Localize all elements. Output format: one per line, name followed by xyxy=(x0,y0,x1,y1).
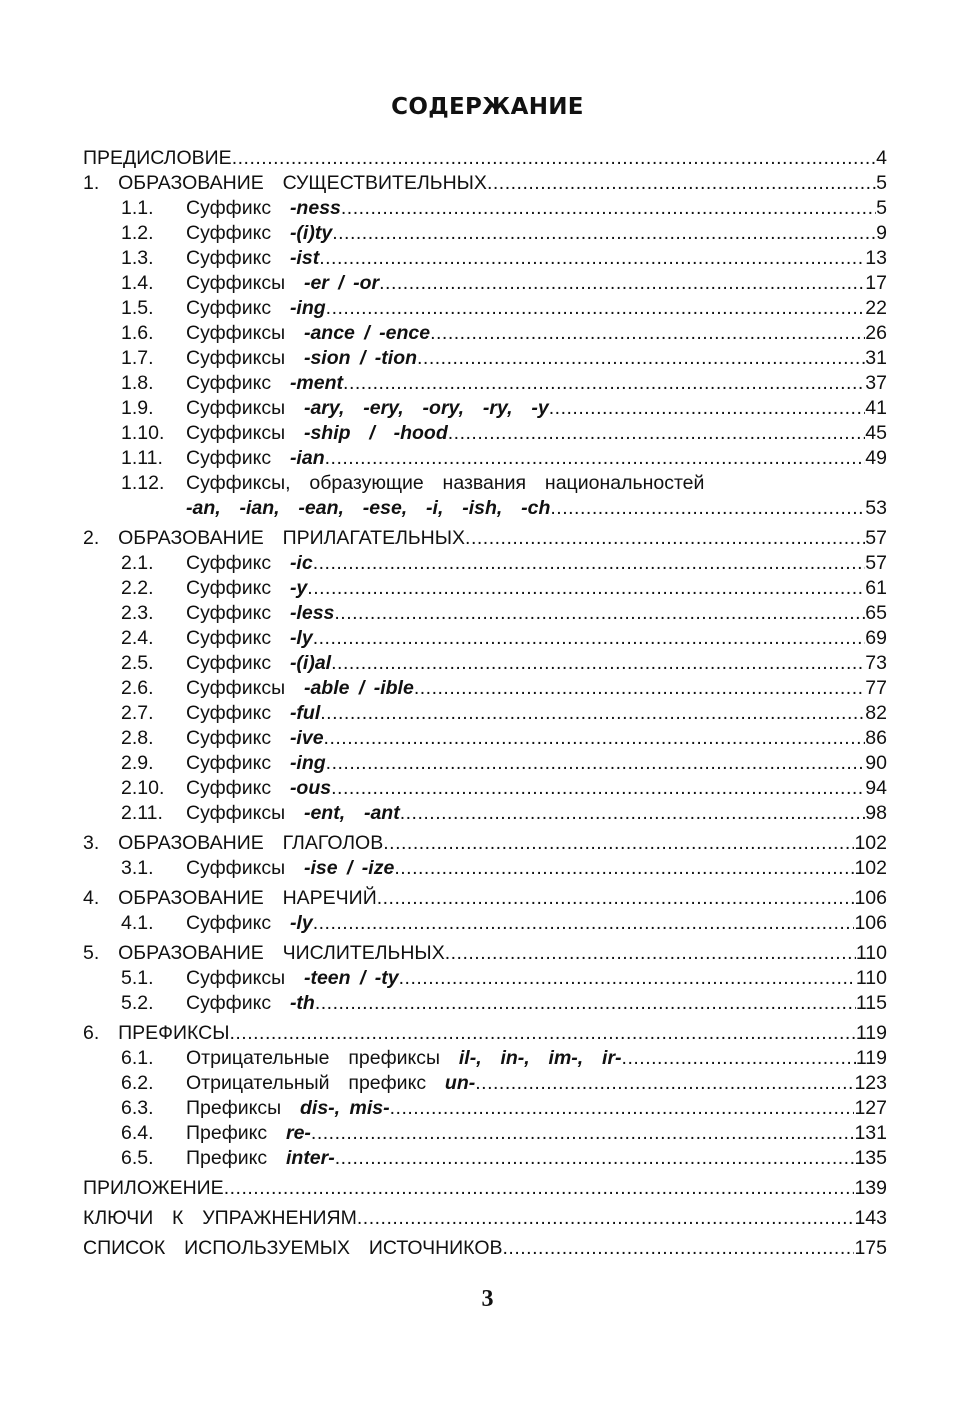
toc-entry-text: Суффикс xyxy=(186,247,290,269)
dot-leader xyxy=(334,601,865,626)
toc-section-entry[interactable] xyxy=(83,1046,887,1071)
dot-leader xyxy=(229,1021,855,1046)
toc-entry-suffix: -ance / -ence xyxy=(303,322,431,344)
toc-entry-suffix: -less xyxy=(289,602,335,624)
toc-entry-suffix: -ing xyxy=(289,752,326,774)
dot-leader xyxy=(307,576,865,601)
dot-leader xyxy=(313,911,855,936)
toc-entry-text: Отрицательные префиксы xyxy=(186,1047,459,1069)
toc-entry-number: 2.9. xyxy=(121,752,154,774)
toc-entry-text: Суффикс xyxy=(186,627,290,649)
toc-entry-page: 115 xyxy=(855,992,887,1014)
dot-leader xyxy=(549,396,866,421)
toc-section-entry[interactable] xyxy=(83,1121,887,1146)
toc-entry-suffix: inter- xyxy=(285,1147,335,1169)
dot-leader xyxy=(377,886,855,911)
toc-entry-suffix: -ive xyxy=(289,727,324,749)
dot-leader xyxy=(224,1176,855,1201)
toc-section-entry[interactable] xyxy=(83,221,887,246)
toc-entry-number: 6.1. xyxy=(121,1047,154,1069)
toc-entry-number: 6.4. xyxy=(121,1122,154,1144)
toc-entry-number: 1.6. xyxy=(121,322,154,344)
toc-section-entry[interactable] xyxy=(83,751,887,776)
dot-leader xyxy=(331,651,865,676)
toc-entry-page: 57 xyxy=(865,527,887,549)
toc-entry-page: 98 xyxy=(865,802,887,824)
toc-section-entry[interactable] xyxy=(83,726,887,751)
toc-section-entry[interactable] xyxy=(83,991,887,1016)
dot-leader xyxy=(399,966,856,991)
toc-entry-suffix: -(i)al xyxy=(289,652,332,674)
toc-entry-suffix: -an, -ian, -ean, -ese, -i, -ish, -ch xyxy=(186,497,551,519)
toc-section-entry[interactable] xyxy=(83,421,887,446)
dot-leader xyxy=(332,221,876,246)
toc-entry-number: 1.10. xyxy=(121,422,165,444)
toc-entry-number: 2.6. xyxy=(121,677,154,699)
toc-entry-text: Суффикс xyxy=(186,652,290,674)
table-of-contents xyxy=(83,146,887,1261)
toc-entry-text: Отрицательный префикс xyxy=(186,1072,445,1094)
toc-section-entry[interactable] xyxy=(83,396,887,421)
toc-section-entry[interactable] xyxy=(83,651,887,676)
dot-leader xyxy=(400,801,866,826)
toc-entry-number: 2.8. xyxy=(121,727,154,749)
toc-entry-page: 102 xyxy=(854,857,887,879)
toc-entry-suffix: -ship / -hood xyxy=(303,422,448,444)
toc-entry-suffix: -ic xyxy=(289,552,313,574)
toc-entry-page: 102 xyxy=(854,832,887,854)
dot-leader xyxy=(465,526,865,551)
toc-entry-page: 53 xyxy=(865,497,887,519)
toc-section-entry[interactable] xyxy=(83,271,887,296)
toc-entry-page: 127 xyxy=(854,1097,887,1119)
toc-entry-text: Суффикс xyxy=(186,992,290,1014)
toc-entry-suffix: -ly xyxy=(289,912,313,934)
toc-entry-suffix: -teen / -ty xyxy=(303,967,399,989)
toc-section-entry[interactable] xyxy=(83,1071,887,1096)
toc-section-entry[interactable] xyxy=(83,1146,887,1171)
toc-section-entry[interactable] xyxy=(83,496,887,521)
toc-entry-text: Суффиксы xyxy=(186,322,304,344)
toc-entry-page: 77 xyxy=(865,677,887,699)
toc-section-entry[interactable] xyxy=(83,371,887,396)
dot-leader xyxy=(324,726,866,751)
toc-entry-text: Суффикс xyxy=(186,912,290,934)
toc-entry-text: Суффиксы xyxy=(186,422,304,444)
toc-entry-text: 2. ОБРАЗОВАНИЕ ПРИЛАГАТЕЛЬНЫХ xyxy=(83,527,466,549)
toc-entry-page: 45 xyxy=(865,422,887,444)
toc-chapter-entry[interactable] xyxy=(83,146,887,171)
toc-entry-page: 49 xyxy=(865,447,887,469)
toc-entry-number: 5.2. xyxy=(121,992,154,1014)
toc-entry-text: СПИСОК ИСПОЛЬЗУЕМЫХ ИСТОЧНИКОВ xyxy=(83,1237,503,1259)
dot-leader xyxy=(232,146,876,171)
toc-entry-page: 5 xyxy=(876,197,887,219)
toc-entry-page: 119 xyxy=(855,1022,887,1044)
toc-section-entry[interactable] xyxy=(83,966,887,991)
dot-leader xyxy=(357,1206,855,1231)
toc-section-entry[interactable] xyxy=(83,576,887,601)
dot-leader xyxy=(487,171,876,196)
toc-entry-page: 131 xyxy=(854,1122,887,1144)
dot-leader xyxy=(341,196,876,221)
toc-entry-text: Префикс xyxy=(186,1147,286,1169)
toc-entry-page: 73 xyxy=(865,652,887,674)
toc-entry-page: 69 xyxy=(865,627,887,649)
toc-entry-number: 2.1. xyxy=(121,552,154,574)
toc-section-entry[interactable] xyxy=(83,246,887,271)
toc-entry-text: Суффиксы xyxy=(186,677,304,699)
toc-entry-text: Суффикс xyxy=(186,577,290,599)
toc-entry-page: 106 xyxy=(854,887,887,909)
toc-entry-text: Суффикс xyxy=(186,197,290,219)
toc-entry-page: 110 xyxy=(855,942,887,964)
toc-entry-text: Префикс xyxy=(186,1122,286,1144)
toc-chapter-entry[interactable] xyxy=(83,1021,887,1046)
toc-entry-suffix: -sion / -tion xyxy=(303,347,418,369)
toc-entry-suffix: -ist xyxy=(289,247,320,269)
toc-entry-number: 2.3. xyxy=(121,602,154,624)
toc-section-entry[interactable] xyxy=(83,856,887,881)
toc-entry-suffix: -ing xyxy=(289,297,326,319)
toc-entry-number: 5.1. xyxy=(121,967,154,989)
toc-entry-number: 2.11. xyxy=(121,802,163,824)
toc-entry-suffix: -ise / -ize xyxy=(303,857,395,879)
toc-section-entry[interactable] xyxy=(83,626,887,651)
toc-section-entry[interactable] xyxy=(83,776,887,801)
toc-entry-suffix: -er / -or xyxy=(303,272,380,294)
dot-leader xyxy=(320,701,865,726)
toc-entry-number: 2.7. xyxy=(121,702,154,724)
toc-entry-text: 3. ОБРАЗОВАНИЕ ГЛАГОЛОВ xyxy=(83,832,384,854)
toc-entry-text: Суффиксы xyxy=(186,272,304,294)
dot-leader xyxy=(417,346,865,371)
toc-chapter-entry[interactable] xyxy=(83,886,887,911)
toc-entry-text: 1. ОБРАЗОВАНИЕ СУЩЕСТВИТЕЛЬНЫХ xyxy=(83,172,487,194)
toc-entry-page: 123 xyxy=(854,1072,887,1094)
toc-entry-suffix: -ous xyxy=(289,777,332,799)
toc-entry-page: 5 xyxy=(876,172,887,194)
toc-chapter-entry[interactable] xyxy=(83,1176,887,1201)
toc-entry-page: 106 xyxy=(854,912,887,934)
toc-entry-page: 17 xyxy=(865,272,887,294)
toc-entry-number: 1.11. xyxy=(121,447,163,469)
toc-entry-text: КЛЮЧИ К УПРАЖНЕНИЯМ xyxy=(83,1207,357,1229)
toc-section-entry[interactable] xyxy=(83,446,887,471)
dot-leader xyxy=(445,941,856,966)
toc-section-entry[interactable] xyxy=(83,1096,887,1121)
toc-entry-suffix: dis-, mis- xyxy=(300,1097,390,1119)
toc-entry-page: 143 xyxy=(854,1207,887,1229)
toc-entry-page: 86 xyxy=(865,727,887,749)
toc-entry-text: Суффиксы xyxy=(186,397,304,419)
dot-leader xyxy=(335,1146,855,1171)
toc-entry-suffix: il-, in-, im-, ir- xyxy=(458,1047,622,1069)
toc-entry-text: Суффикс xyxy=(186,222,290,244)
toc-entry-text: Суффиксы xyxy=(186,347,304,369)
toc-entry-number: 1.9. xyxy=(121,397,154,419)
toc-entry-page: 139 xyxy=(854,1177,887,1199)
toc-entry-number: 2.4. xyxy=(121,627,154,649)
toc-entry-suffix: re- xyxy=(285,1122,311,1144)
toc-entry-text: 4. ОБРАЗОВАНИЕ НАРЕЧИЙ xyxy=(83,887,377,909)
toc-entry-text: 5. ОБРАЗОВАНИЕ ЧИСЛИТЕЛЬНЫХ xyxy=(83,942,445,964)
dot-leader xyxy=(326,296,866,321)
toc-entry-number: 1.2. xyxy=(121,222,154,244)
toc-entry-text: Суффикс xyxy=(186,602,290,624)
toc-entry-number: 1.1. xyxy=(121,197,154,219)
toc-entry-page: 110 xyxy=(855,967,887,989)
toc-entry-page: 57 xyxy=(865,552,887,574)
toc-entry-page: 90 xyxy=(865,752,887,774)
toc-entry-number: 6.2. xyxy=(121,1072,154,1094)
toc-entry-suffix: -th xyxy=(289,992,315,1014)
toc-section-entry[interactable] xyxy=(83,911,887,936)
toc-entry-page: 4 xyxy=(876,147,887,169)
toc-entry-text: Суффикс xyxy=(186,752,290,774)
toc-entry-suffix: -ian xyxy=(289,447,325,469)
dot-leader xyxy=(503,1236,855,1261)
toc-section-entry[interactable] xyxy=(83,346,887,371)
dot-leader xyxy=(414,676,865,701)
toc-entry-text: Префиксы xyxy=(186,1097,300,1119)
toc-entry-page: 65 xyxy=(865,602,887,624)
toc-entry-suffix: -ment xyxy=(289,372,344,394)
toc-chapter-entry[interactable] xyxy=(83,526,887,551)
toc-entry-number: 6.3. xyxy=(121,1097,154,1119)
dot-leader xyxy=(622,1046,856,1071)
toc-section-entry[interactable] xyxy=(83,701,887,726)
toc-entry-text: Суффикс xyxy=(186,552,290,574)
toc-entry-number: 1.12. xyxy=(121,472,165,494)
dot-leader xyxy=(343,371,865,396)
dot-leader xyxy=(550,496,865,521)
toc-entry-number: 2.2. xyxy=(121,577,154,599)
toc-entry-number: 4.1. xyxy=(121,912,154,934)
toc-entry-text: Суффикс xyxy=(186,372,290,394)
dot-leader xyxy=(313,626,866,651)
toc-entry-text: Суффикс xyxy=(186,727,290,749)
dot-leader xyxy=(390,1096,855,1121)
toc-entry-number: 1.8. xyxy=(121,372,154,394)
toc-chapter-entry[interactable] xyxy=(83,1206,887,1231)
dot-leader xyxy=(311,1121,855,1146)
toc-entry-suffix: -ly xyxy=(289,627,313,649)
toc-entry-number: 6.5. xyxy=(121,1147,154,1169)
toc-entry-page: 135 xyxy=(854,1147,887,1169)
toc-section-entry[interactable] xyxy=(83,471,887,496)
toc-entry-number: 1.4. xyxy=(121,272,154,294)
toc-entry-suffix: -ness xyxy=(289,197,341,219)
toc-entry-text: ПРЕДИСЛОВИЕ xyxy=(83,147,232,169)
dot-leader xyxy=(383,831,854,856)
dot-leader xyxy=(394,856,854,881)
toc-section-entry[interactable] xyxy=(83,196,887,221)
toc-section-entry[interactable] xyxy=(83,321,887,346)
toc-entry-page: 175 xyxy=(854,1237,887,1259)
toc-entry-page: 9 xyxy=(876,222,887,244)
toc-entry-page: 22 xyxy=(865,297,887,319)
toc-entry-page: 26 xyxy=(865,322,887,344)
dot-leader xyxy=(475,1071,854,1096)
dot-leader xyxy=(331,776,865,801)
dot-leader xyxy=(326,751,866,776)
toc-entry-text: ПРИЛОЖЕНИЕ xyxy=(83,1177,224,1199)
toc-section-entry[interactable] xyxy=(83,676,887,701)
page-title: СОДЕРЖАНИЕ xyxy=(391,94,584,120)
dot-leader xyxy=(430,321,865,346)
toc-entry-page: 82 xyxy=(865,702,887,724)
toc-entry-text: Суффиксы, образующие названия национальностей xyxy=(186,472,705,494)
toc-entry-suffix: -able / -ible xyxy=(303,677,414,699)
toc-entry-number: 1.3. xyxy=(121,247,154,269)
toc-entry-suffix: -y xyxy=(289,577,308,599)
toc-entry-number: 1.5. xyxy=(121,297,154,319)
toc-entry-page: 119 xyxy=(855,1047,887,1069)
toc-entry-text: 6. ПРЕФИКСЫ xyxy=(83,1022,230,1044)
toc-entry-number: 2.5. xyxy=(121,652,154,674)
toc-section-entry[interactable] xyxy=(83,601,887,626)
toc-entry-text: Суффиксы xyxy=(186,857,304,879)
dot-leader xyxy=(379,271,865,296)
toc-entry-page: 13 xyxy=(865,247,887,269)
toc-entry-suffix: -(i)ty xyxy=(289,222,333,244)
dot-leader xyxy=(448,421,866,446)
toc-entry-number: 3.1. xyxy=(121,857,154,879)
toc-entry-suffix: un- xyxy=(444,1072,476,1094)
toc-chapter-entry[interactable] xyxy=(83,1236,887,1261)
page-number: 3 xyxy=(481,1286,494,1312)
toc-entry-suffix: -ent, -ant xyxy=(303,802,400,824)
toc-entry-page: 61 xyxy=(865,577,887,599)
toc-entry-page: 37 xyxy=(865,372,887,394)
toc-entry-text: Суффикс xyxy=(186,447,290,469)
dot-leader xyxy=(325,446,866,471)
dot-leader xyxy=(319,246,865,271)
toc-entry-page: 31 xyxy=(865,347,887,369)
toc-entry-page: 41 xyxy=(865,397,887,419)
toc-chapter-entry[interactable] xyxy=(83,941,887,966)
toc-entry-text: Суффикс xyxy=(186,777,290,799)
toc-section-entry[interactable] xyxy=(83,801,887,826)
toc-entry-suffix: -ful xyxy=(289,702,321,724)
toc-entry-text: Суффикс xyxy=(186,702,290,724)
toc-entry-page: 94 xyxy=(865,777,887,799)
toc-chapter-entry[interactable] xyxy=(83,171,887,196)
toc-section-entry[interactable] xyxy=(83,551,887,576)
dot-leader xyxy=(313,551,866,576)
toc-chapter-entry[interactable] xyxy=(83,831,887,856)
toc-section-entry[interactable] xyxy=(83,296,887,321)
toc-entry-text: Суффикс xyxy=(186,297,290,319)
toc-entry-number: 2.10. xyxy=(121,777,165,799)
toc-entry-text: Суффиксы xyxy=(186,967,304,989)
dot-leader xyxy=(315,991,856,1016)
toc-entry-number: 1.7. xyxy=(121,347,154,369)
toc-entry-suffix: -ary, -ery, -ory, -ry, -y xyxy=(303,397,549,419)
toc-entry-text: Суффиксы xyxy=(186,802,304,824)
